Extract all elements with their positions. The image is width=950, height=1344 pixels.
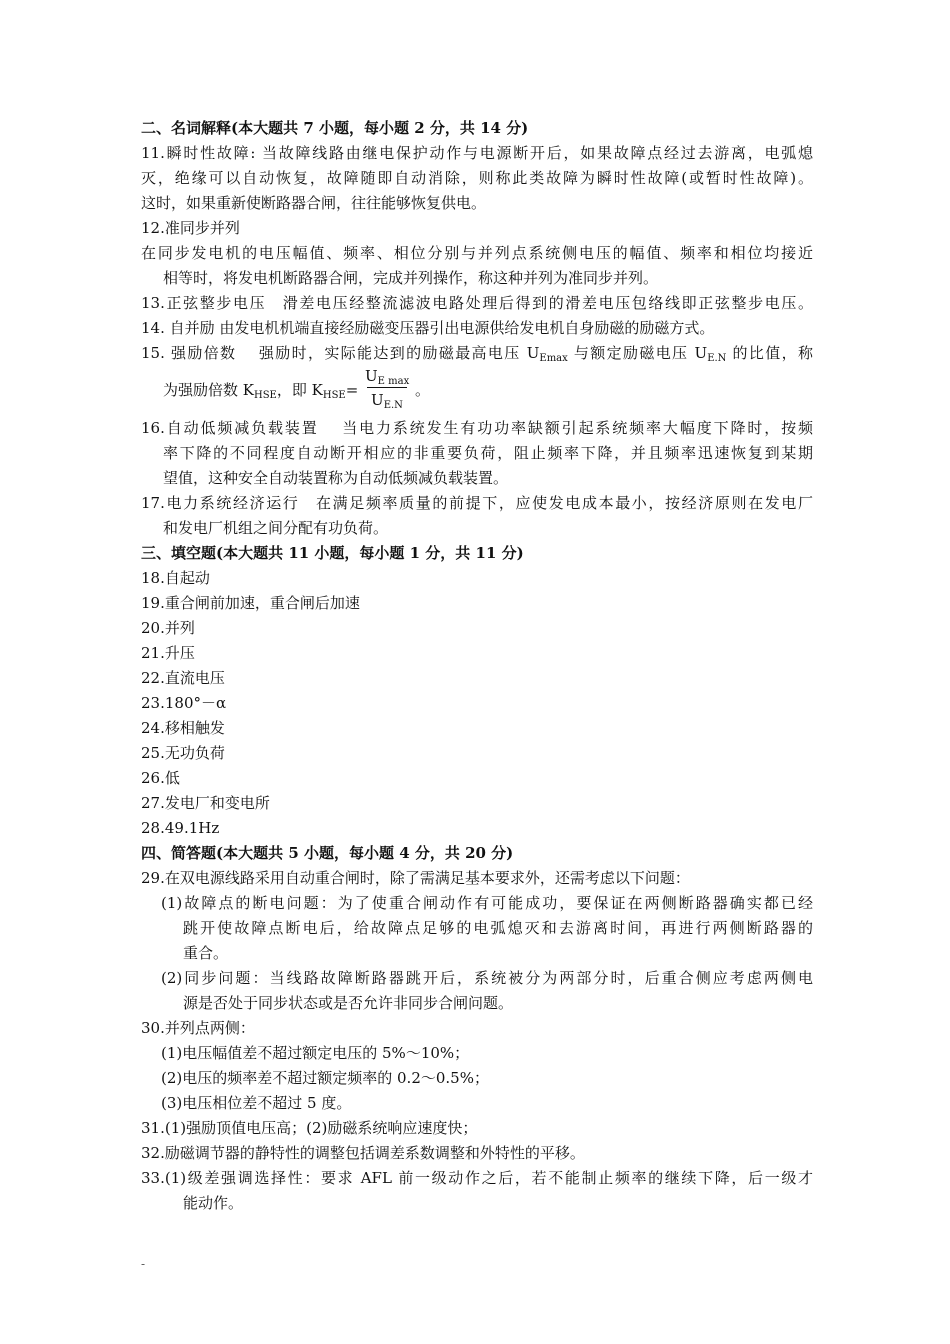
q17-line-1: 17.电力系统经济运行 在满足频率质量的前提下，应使发电成本最小，按经济原则在发电厂 (141, 494, 813, 512)
q15-sub-hse-1: HSE (253, 390, 277, 401)
q15-fraction (365, 366, 409, 412)
q32-line: 32.励磁调节器的静特性的调整包括调差系数调整和外特性的平移。 (141, 1144, 585, 1162)
fill-answer-28: 28.49.1Hz (141, 819, 220, 837)
section-heading-4: 四、简答题(本大题共 5 小题，每小题 4 分，共 20 分) (141, 844, 514, 862)
q11-line-2: 灭，绝缘可以自动恢复，故障随即自动消除，则称此类故障为瞬时性故障(或暂时性故障)。 (141, 169, 813, 187)
q15-numerator (365, 366, 409, 387)
q14-line: 14. 自并励 由发电机机端直接经励磁变压器引出电源供给发电机自身励磁的励磁方式。 (141, 319, 715, 337)
q15-num-u: U (365, 367, 378, 385)
q33-line-1: 33.(1)级差强调选择性：要求 AFL 前一级动作之后，若不能制止频率的继续下降，后一级才 (141, 1169, 813, 1187)
fill-answer-21: 21.升压 (141, 644, 195, 662)
q16-line-2: 率下降的不同程度自动断开相应的非重要负荷，阻止频率下降，并且频率迅速恢复到某期 (163, 444, 813, 462)
q12-line-2: 相等时，将发电机断路器合闸，完成并列操作，称这种并列为准同步并列。 (163, 269, 659, 287)
q29-p1-line-1: (1)故障点的断电问题：为了使重合闸动作有可能成功，要保证在两侧断路器确实都已经 (161, 894, 813, 912)
q15-denominator (365, 388, 409, 412)
q15-formula-line (141, 366, 813, 416)
q15-den-sub: E.N (383, 400, 403, 411)
q30-item-3: (3)电压相位差不超过 5 度。 (161, 1094, 352, 1112)
fill-answer-26: 26.低 (141, 769, 180, 787)
section-heading-2: 二、名词解释(本大题共 7 小题，每小题 2 分，共 14 分) (141, 119, 529, 137)
section-heading-3: 三、填空题(本大题共 11 小题，每小题 1 分，共 11 分) (141, 544, 524, 562)
q17-line-2: 和发电厂机组之间分配有功负荷。 (163, 519, 389, 537)
fill-answer-22: 22.直流电压 (141, 669, 225, 687)
q15-equals: = (345, 381, 359, 399)
q16-line-1: 16.自动低频减负载装置 当电力系统发生有功功率缺额引起系统频率大幅度下降时，按频 (141, 419, 813, 437)
fill-answer-18: 18.自起动 (141, 569, 210, 587)
fill-answer-19: 19.重合闸前加速，重合闸后加速 (141, 594, 360, 612)
q11-line-1: 11.瞬时性故障: 当故障线路由继电保护动作与电源断开后，如果故障点经过去游离，电弧熄 (141, 144, 813, 162)
q31-line: 31.(1)强励顶值电压高；(2)励磁系统响应速度快； (141, 1119, 478, 1137)
q30-intro: 30.并列点两侧： (141, 1019, 255, 1037)
q15-num-sub: E max (377, 376, 410, 387)
answer-content (141, 116, 813, 1216)
q30-item-1: (1)电压幅值差不超过额定电压的 5%～10%； (161, 1044, 470, 1062)
q15-sub-hse-2: HSE (322, 390, 346, 401)
q29-p2-line-2: 源是否处于同步状态或是否允许非同步合闸问题。 (183, 994, 514, 1012)
q15-line-1 (141, 341, 813, 366)
q15-period: 。 (415, 381, 431, 399)
q29-p1-line-3: 重合。 (183, 944, 229, 962)
fill-answer-25: 25.无功负荷 (141, 744, 225, 762)
fill-answer-24: 24.移相触发 (141, 719, 225, 737)
q15-sub-en: E.N (707, 353, 727, 364)
q29-p1-line-2: 跳开使故障点断电后，给故障点足够的电弧熄灭和去游离时间，再进行两侧断路器的 (183, 919, 813, 937)
fill-answer-27: 27.发电厂和变电所 (141, 794, 270, 812)
q15-text-c: 的比值，称 (726, 344, 813, 362)
q12-line-1: 在同步发电机的电压幅值、频率、相位分别与并列点系统侧电压的幅值、频率和相位均接近 (141, 244, 813, 262)
page-footer-mark: - (141, 1257, 146, 1271)
q15-formula-prefix (163, 378, 358, 403)
q15-text-b: 与额定励磁电压 U (567, 344, 708, 362)
fill-answer-23: 23.180°－α (141, 694, 227, 712)
q29-p2-line-1: (2)同步问题：当线路故障断路器跳开后，系统被分为两部分时，后重合侧应考虑两侧电 (161, 969, 813, 987)
q15-den-u: U (371, 391, 384, 409)
q12-title: 12.准同步并列 (141, 219, 240, 237)
q15-text-a: 15. 强励倍数 强励时，实际能达到的励磁最高电压 U (141, 344, 540, 362)
q33-line-2: 能动作。 (183, 1194, 244, 1212)
q16-line-3: 望值，这种安全自动装置称为自动低频减负载装置。 (163, 469, 509, 487)
q30-item-2: (2)电压的频率差不超过额定频率的 0.2～0.5%； (161, 1069, 489, 1087)
q15-text-d: 为强励倍数 K (163, 381, 254, 399)
q15-sub-emax: Emax (539, 353, 568, 364)
q29-intro: 29.在双电源线路采用自动重合闸时，除了需满足基本要求外，还需考虑以下问题： (141, 869, 690, 887)
q15-text-e: ，即 K (276, 381, 323, 399)
q11-line-3: 这时，如果重新使断路器合闸，往往能够恢复供电。 (141, 194, 487, 212)
fill-answer-20: 20.并列 (141, 619, 195, 637)
q13-line: 13.正弦整步电压 滑差电压经整流滤波电路处理后得到的滑差电压包络线即正弦整步电压。 (141, 294, 813, 312)
